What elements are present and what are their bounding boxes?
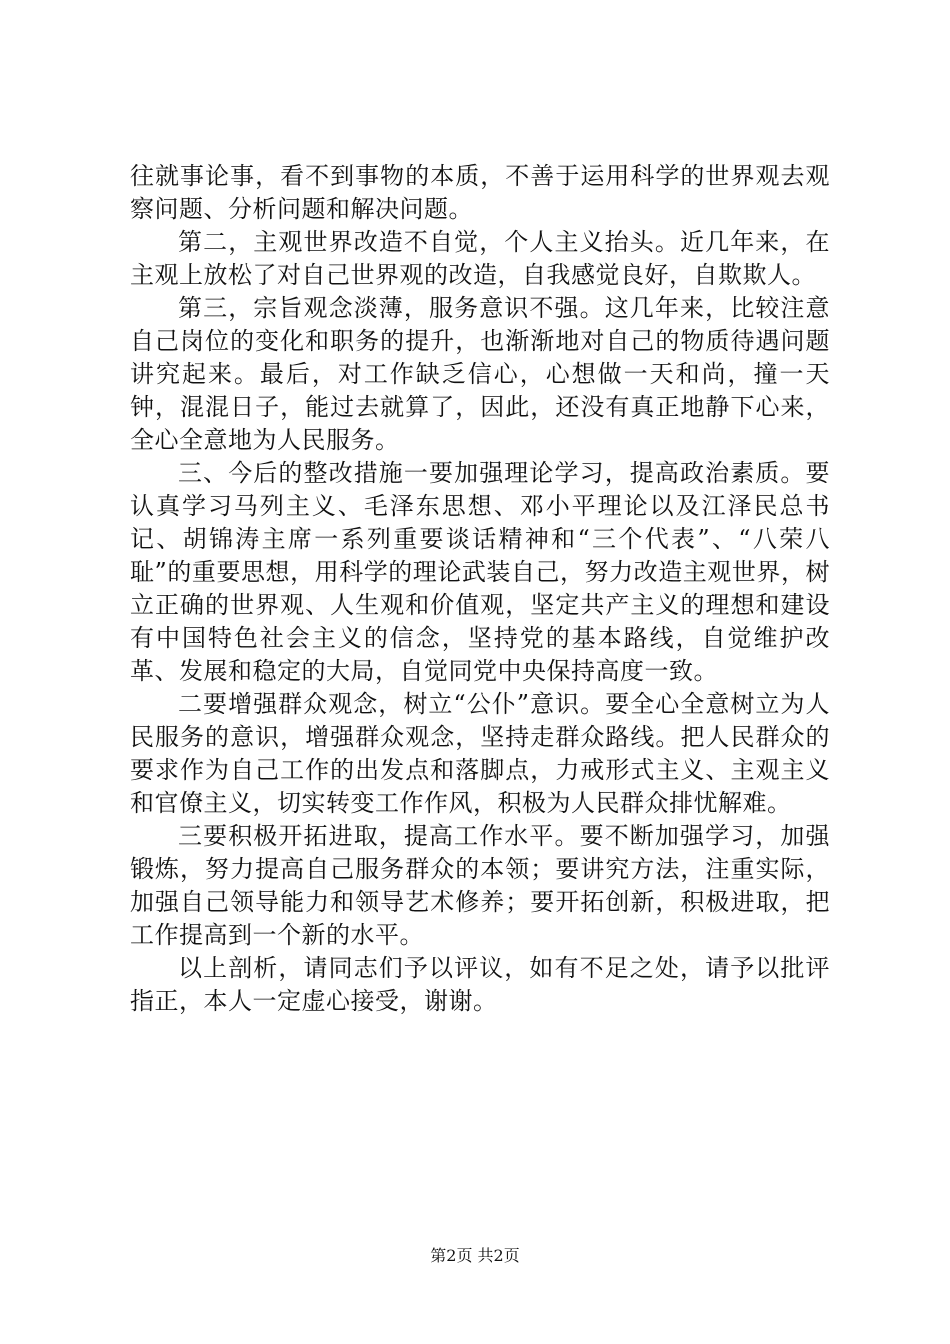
document-body [130, 160, 830, 1018]
paragraph-rectification-measures: 三、今后的整改措施一要加强理论学习，提高政治素质。要认真学习马列主义、毛泽东思想、邓小平理论以及江泽民总书记、胡锦涛主席一系列重要谈话精神和“三个代表”、“八荣八耻”的重要思想，用科学的理论武装自己，努力改造主观世界，树立正确的世界观、人生观和价值观，坚定共产主义的理想和建设有中国特色社会主义的信念，坚持党的基本路线，自觉维护改革、发展和稳定的大局，自觉同党中央保持高度一致。 [130, 459, 830, 685]
paragraph-work-level: 三要积极开拓进取，提高工作水平。要不断加强学习，加强锻炼，努力提高自己服务群众的本领；要讲究方法，注重实际，加强自己领导能力和领导艺术修养；要开拓创新，积极进取，把工作提高到一个新的水平。 [130, 822, 830, 949]
page-number-footer: 第2页 共2页 [430, 1246, 520, 1265]
paragraph-continuation: 往就事论事，看不到事物的本质，不善于运用科学的世界观去观察问题、分析问题和解决问题。 [130, 162, 830, 223]
paragraph-mass-line: 二要增强群众观念，树立“公仆”意识。要全心全意树立为人民服务的意识，增强群众观念，坚持走群众路线。把人民群众的要求作为自己工作的出发点和落脚点，力戒形式主义、主观主义和官僚主义，切实转变工作作风，积极为人民群众排忧解难。 [130, 690, 830, 817]
paragraph-closing: 以上剖析，请同志们予以评议，如有不足之处，请予以批评指正，本人一定虚心接受，谢谢。 [130, 954, 830, 1015]
paragraph-second-point: 第二，主观世界改造不自觉，个人主义抬头。近几年来，在主观上放松了对自己世界观的改造，自我感觉良好，自欺欺人。 [130, 228, 830, 289]
paragraph-third-point: 第三，宗旨观念淡薄，服务意识不强。这几年来，比较注意自己岗位的变化和职务的提升，也渐渐地对自己的物质待遇问题讲究起来。最后，对工作缺乏信心，心想做一天和尚，撞一天钟，混混日子，能过去就算了，因此，还没有真正地静下心来，全心全意地为人民服务。 [130, 294, 830, 454]
